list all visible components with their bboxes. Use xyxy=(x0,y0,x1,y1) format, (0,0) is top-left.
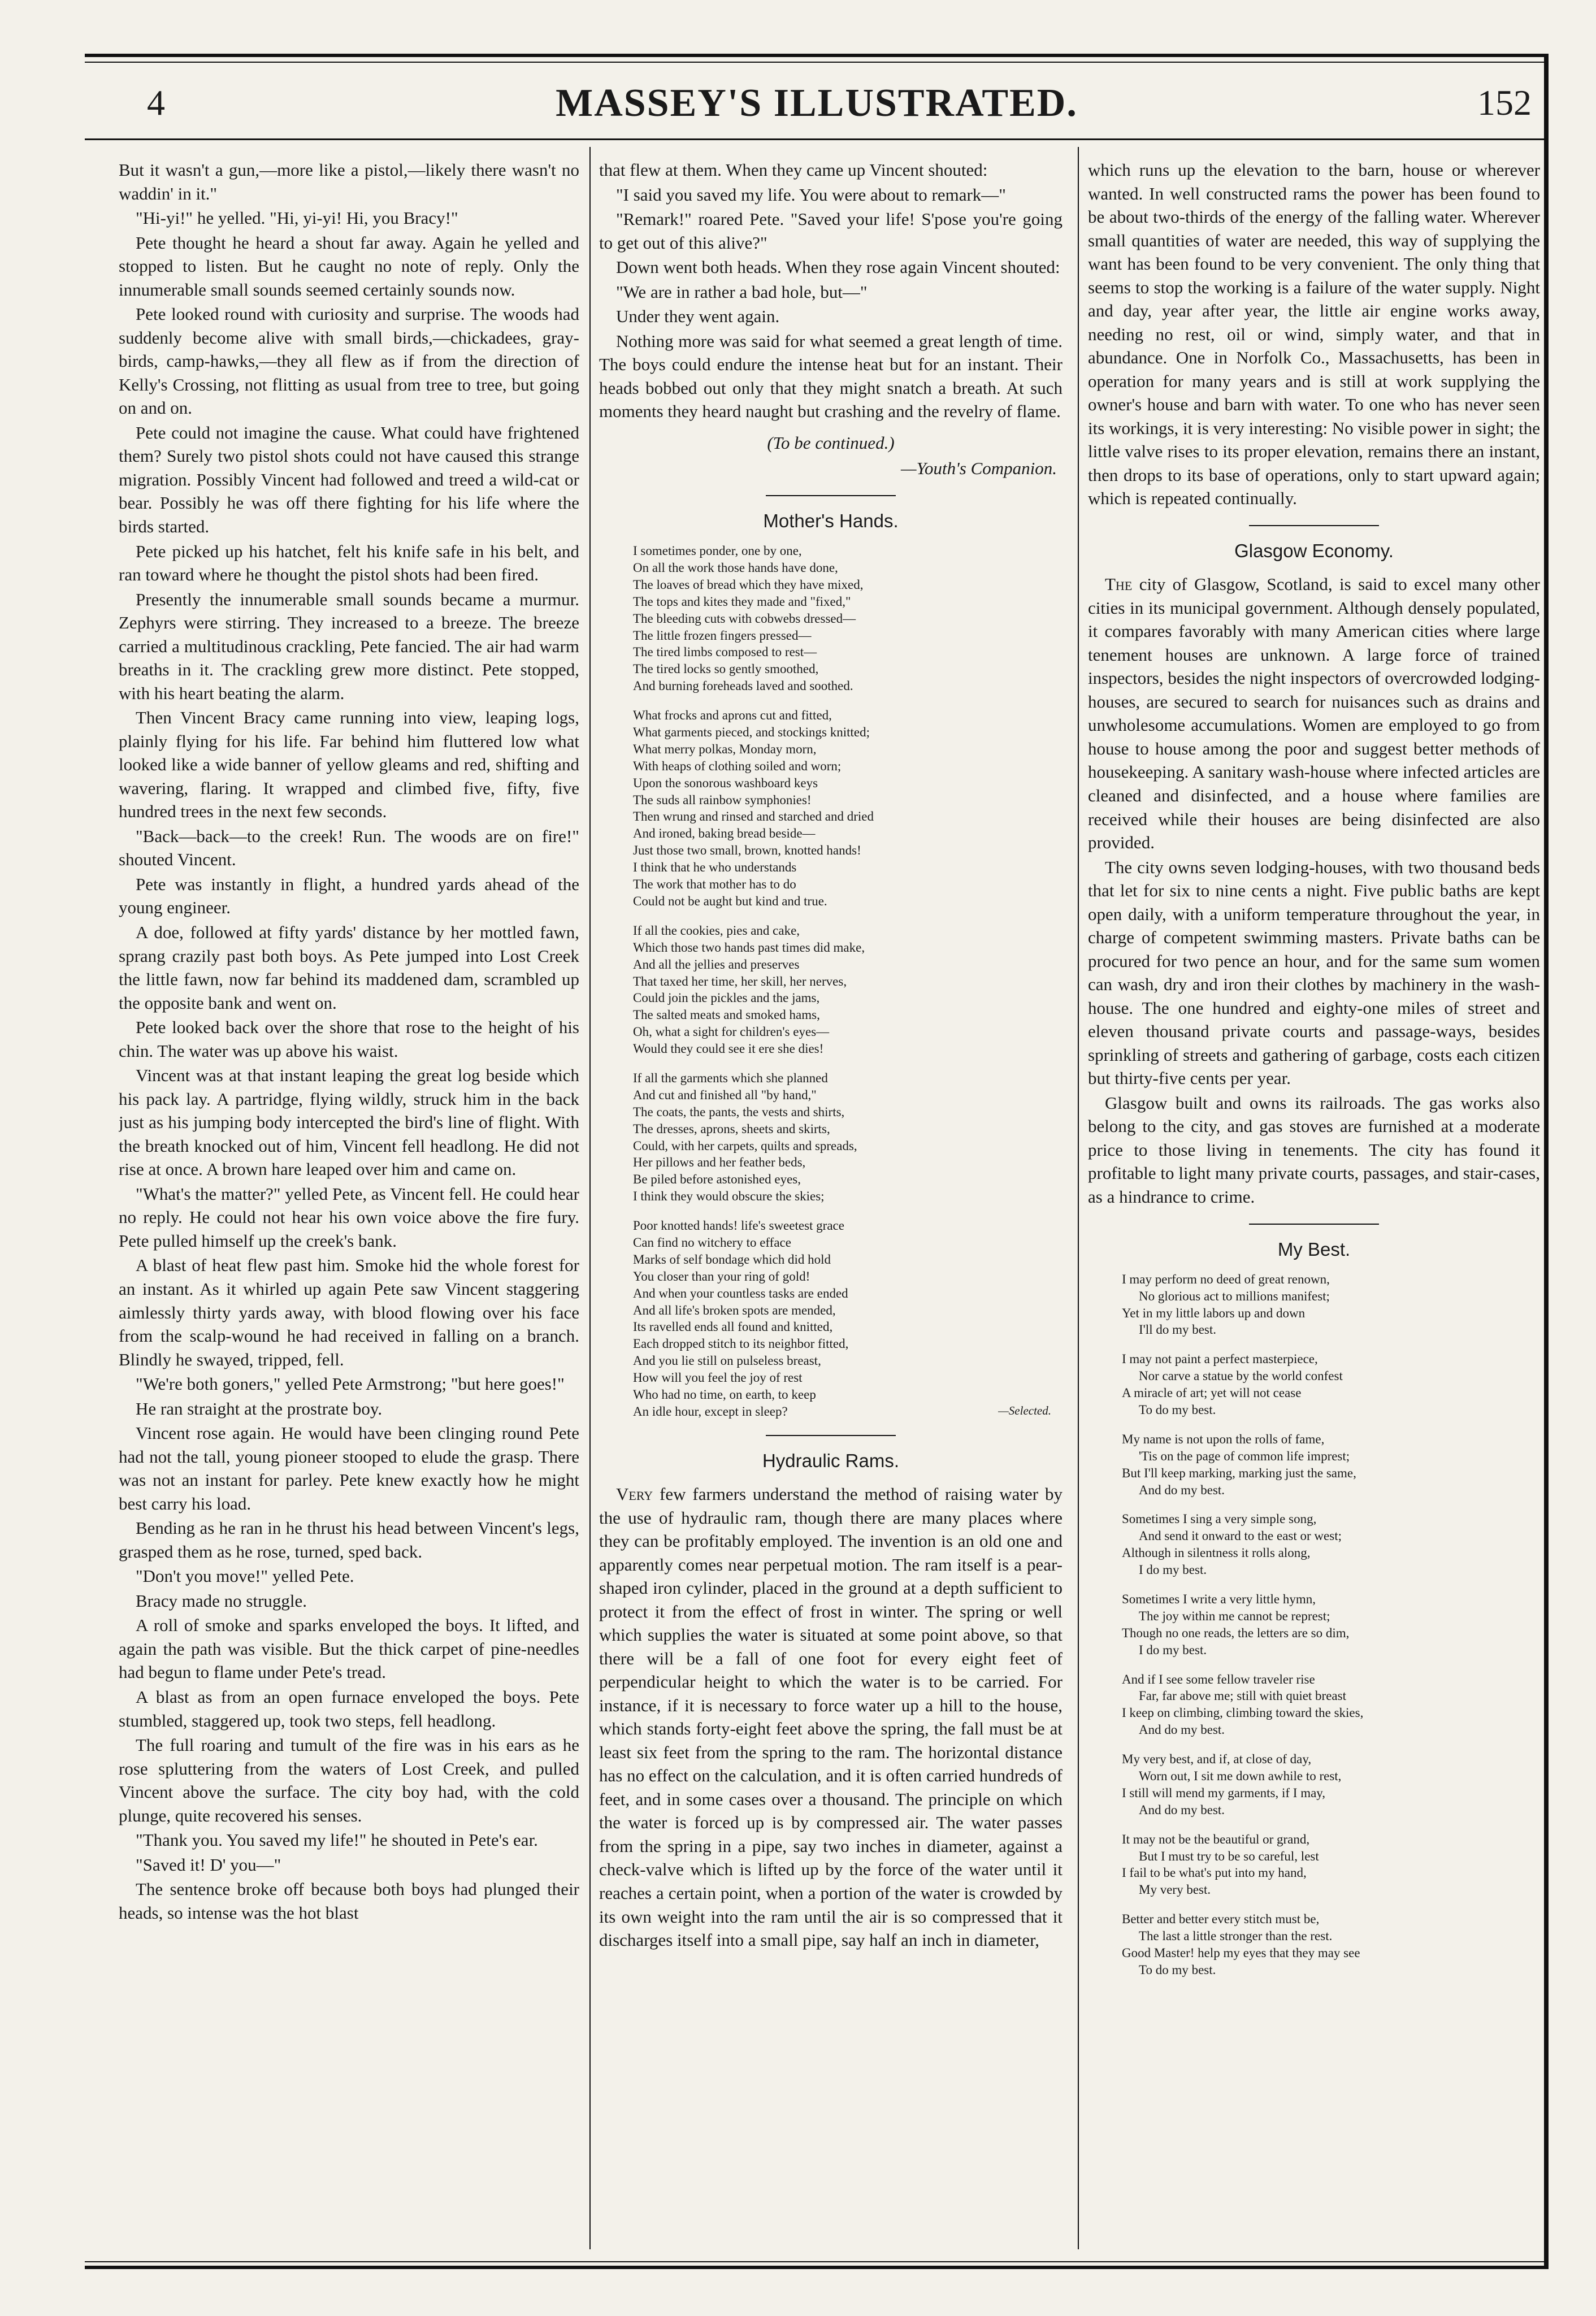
poem-line: I sometimes ponder, one by one, xyxy=(633,544,802,558)
poem-line: My very best, and if, at close of day, xyxy=(1122,1752,1312,1767)
glasgow-economy-title: Glasgow Economy. xyxy=(1234,540,1394,561)
poem-stanza xyxy=(633,1217,1062,1420)
story-paragraph: Pete picked up his hatchet, felt his knife safe in his belt, and ran toward where he thought the pistol shots had been fired. xyxy=(119,541,579,585)
story-text xyxy=(119,158,579,1924)
story-paragraph: "What's the matter?" yelled Pete, as Vincent fell. He could hear no reply. He could not hear his own voice above the fire fury. Pete pulled himself up the creek's bank. xyxy=(119,1183,579,1251)
issue-number: 152 xyxy=(1477,83,1532,123)
poem-line: Upon the sonorous washboard keys xyxy=(633,775,818,790)
column-divider xyxy=(1078,147,1079,2249)
story-paragraph: Bracy made no struggle. xyxy=(136,1590,307,1611)
poem-stanza xyxy=(1122,1351,1540,1419)
poem-line: And all life's broken spots are mended, xyxy=(633,1303,836,1317)
page-header xyxy=(85,76,1549,138)
poem-stanza xyxy=(1122,1271,1540,1339)
mothers-hands-poem xyxy=(633,543,1062,1420)
poem-line: The joy within me cannot be represt; xyxy=(1139,1608,1330,1623)
section-divider xyxy=(766,495,896,496)
poem-line: I do my best. xyxy=(1139,1642,1207,1657)
poem-stanza xyxy=(1122,1671,1540,1739)
poem-stanza xyxy=(633,922,1062,1057)
story-paragraph: "Don't you move!" yelled Pete. xyxy=(136,1566,354,1586)
story-paragraph: that flew at them. When they came up Vincent shouted: xyxy=(599,160,988,180)
poem-line: Good Master! help my eyes that they may see xyxy=(1122,1946,1360,1961)
poem-line: What frocks and aprons cut and fitted, xyxy=(633,708,832,723)
poem-line: If all the garments which she planned xyxy=(633,1070,828,1085)
poem-stanza xyxy=(1122,1911,1540,1979)
poem-line: And ironed, baking bread beside— xyxy=(633,826,816,841)
poem-line: The little frozen fingers pressed— xyxy=(633,628,812,643)
section-divider xyxy=(1249,1224,1379,1225)
poem-line: Its ravelled ends all found and knitted, xyxy=(633,1320,833,1334)
story-paragraph: "We are in rather a bad hole, but—" xyxy=(616,281,868,302)
glasgow-paragraph: Glasgow built and owns its railroads. The gas works also belong to the city, and gas stoves are furnished at a moderate price to those living in tenements. The city has found it profitable to light many private courts, passages, and stair-cases, as a hindrance to crime. xyxy=(1088,1092,1540,1207)
poem-line: How will you feel the joy of rest xyxy=(633,1370,803,1385)
poem-line: You closer than your ring of gold! xyxy=(633,1269,810,1283)
poem-stanza xyxy=(1122,1751,1540,1819)
poem-line: And if I see some fellow traveler rise xyxy=(1122,1672,1315,1686)
story-paragraph: Under they went again. xyxy=(616,306,780,327)
poem-line: The coats, the pants, the vests and shirts, xyxy=(633,1104,845,1119)
poem-line: The work that mother has to do xyxy=(633,877,796,892)
poem-line: I may perform no deed of great renown, xyxy=(1122,1272,1330,1286)
my-best-poem xyxy=(1122,1271,1540,1979)
poem-stanza xyxy=(1122,1511,1540,1578)
poem-line: 'Tis on the page of common life imprest; xyxy=(1139,1448,1350,1463)
story-paragraph: Pete was instantly in flight, a hundred yards ahead of the young engineer. xyxy=(119,874,579,918)
poem-line: My very best. xyxy=(1139,1883,1211,1897)
drop-word: The xyxy=(1105,574,1133,595)
column-3 xyxy=(1088,158,1540,2244)
poem-line: Could join the pickles and the jams, xyxy=(633,991,820,1005)
poem-stanza xyxy=(633,543,1062,695)
my-best-title: My Best. xyxy=(1277,1238,1351,1260)
poem-line: Far, far above me; still with quiet breast xyxy=(1139,1689,1346,1703)
poem-line: Then wrung and rinsed and starched and dried xyxy=(633,809,874,824)
poem-line: To do my best. xyxy=(1139,1402,1216,1417)
poem-stanza xyxy=(1122,1591,1540,1659)
poem-line: No glorious act to millions manifest; xyxy=(1139,1289,1330,1303)
story-paragraph: Then Vincent Bracy came running into view, leaping logs, plainly flying for his life. Far behind him fluttered low what looked like a wide banner of yellow gleams and red, shifting and wavering, flaring. It wrapped and climbed five, fifty, five hundred trees in the next few seconds. xyxy=(119,708,579,822)
poem-line: I fail to be what's put into my hand, xyxy=(1122,1866,1307,1880)
column-1 xyxy=(119,158,579,2244)
poem-line: The tired locks so gently smoothed, xyxy=(633,662,819,676)
story-paragraph: "Thank you. You saved my life!" he shouted in Pete's ear. xyxy=(136,1830,538,1850)
poem-line: Sometimes I write a very little hymn, xyxy=(1122,1592,1316,1606)
glasgow-paragraph: The city owns seven lodging-houses, with two thousand beds that let for six to nine cents a night. Five public baths are kept open daily, with a uniform temperature throughout the year, in charge of competent swimming masters. Private baths can be procured for two pence an hour, and for the same sum women can wash, dry and iron their clothes by machinery in the wash-house. The one hundred and eighty-one miles of street and eleven thousand private courts and passage-ways, besides sprinkling of streets and gathering of garbage, costs each citizen but thirty-five cents per year. xyxy=(1088,857,1540,1088)
hydraulic-paragraph-continued: which runs up the elevation to the barn, house or wherever wanted. In well constructed rams the power has been found to be about two-thirds of the energy of the falling water. Wherever small quantities of water are needed, this way of supplying the want has been found to be very convenient. The only thing that seems to stop the working is a failure of the water supply. Night and day, year after year, the little air engine works away, needing no rest, oil or wind, simply water, and that in abundance. One in Norfolk Co., Massachusetts, has been in operation for many years and is still at work supplying the owner's house and barn with water. To one who has never seen its workings, it is very interesting: No visible power in sight; the little valve rises to its proper elevation, remains there an instant, then drops to its base of operations, only to start upward again; which is repeated continually. xyxy=(1088,160,1540,509)
story-paragraph: A blast of heat flew past him. Smoke hid the whole forest for an instant. As it whirled up again Pete saw Vincent staggering aimlessly thirty yards away, with blood flowing over his face from the scalp-wound he had received in falling on a branch. Blindly he swayed, tripped, fell. xyxy=(119,1255,579,1369)
story-paragraph: "Remark!" roared Pete. "Saved your life! S'pose you're going to get out of this alive?" xyxy=(599,209,1062,253)
column-divider xyxy=(589,147,591,2249)
poem-line: The bleeding cuts with cobwebs dressed— xyxy=(633,611,856,626)
story-paragraph: Pete thought he heard a shout far away. Again he yelled and stopped to listen. But he caught no note of reply. Only the innumerable small sounds seemed certainly sounds now. xyxy=(119,232,579,300)
story-paragraph: A doe, followed at fifty yards' distance by her mottled fawn, sprang crazily past both boys. As Pete jumped into Lost Creek the little fawn, now far behind its maddened dam, scrambled up the opposite bank and went on. xyxy=(119,922,579,1013)
story-paragraph: A roll of smoke and sparks enveloped the boys. It lifted, and again the path was visible. But the thick carpet of pine-needles had begun to flame under Pete's tread. xyxy=(119,1615,579,1682)
poem-credit: —Selected. xyxy=(998,1403,1051,1417)
story-paragraph: But it wasn't a gun,—more like a pistol,—likely there wasn't no waddin' in it." xyxy=(119,160,579,203)
poem-line: Marks of self bondage which did hold xyxy=(633,1252,831,1267)
poem-line: I keep on climbing, climbing toward the skies, xyxy=(1122,1706,1364,1720)
story-text-continued xyxy=(599,158,1062,423)
right-border xyxy=(1544,54,1549,2269)
poem-line: Although in silentness it rolls along, xyxy=(1122,1546,1311,1560)
poem-stanza xyxy=(1122,1831,1540,1899)
poem-line: Poor knotted hands! life's sweetest grace xyxy=(633,1218,844,1233)
story-paragraph: The full roaring and tumult of the fire was in his ears as he rose spluttering from the waters of Lost Creek, and pulled Vincent above the surface. The city boy had, with the cold plunge, quite recovered his senses. xyxy=(119,1735,579,1825)
story-paragraph: Pete looked back over the shore that rose to the height of his chin. The water was up above his waist. xyxy=(119,1017,579,1061)
story-paragraph: "I said you saved my life. You were about to remark—" xyxy=(616,184,1006,205)
hydraulic-paragraph: Very few farmers understand the method of raising water by the use of hydraulic ram, though there are many places where they can be profitably employed. The invention is an old one and apparently comes near perpetual motion. The ram itself is a pear-shaped iron cylinder, placed in the ground at a depth sufficient to protect it from the effect of frost in winter. The spring or well which supplies the water is situated at some point above, so that there will be a fall of one foot for every eight feet of perpendicular height to which the water is to be carried. For instance, if it is necessary to force water up a hill to the house, which stands forty-eight feet above the spring, the fall must be at least six feet from the spring to the ram. The horizontal distance has no effect on the calculation, and it is often carried hundreds of feet, and in some cases over a thousand. The principle on which the water is forced up is by compressed air. The water passes from the spring in a pipe, say two inches in diameter, against a check-valve which is lifted up by the force of the water until it reaches a certain point, when a portion of the water is crowded by its own weight into the ram until the air is so compressed that it discharges itself into a small pipe, say half an inch in diameter, xyxy=(599,1484,1062,1950)
story-paragraph: "Saved it! D' you—" xyxy=(136,1854,281,1875)
poem-line: And do my best. xyxy=(1139,1482,1225,1497)
story-paragraph: "Back—back—to the creek! Run. The woods are on fire!" shouted Vincent. xyxy=(119,826,579,870)
poem-line: Worn out, I sit me down awhile to rest, xyxy=(1139,1769,1342,1784)
poem-line: Can find no witchery to efface xyxy=(633,1235,791,1250)
poem-line: Which those two hands past times did make, xyxy=(633,940,865,955)
poem-line: To do my best. xyxy=(1139,1962,1216,1977)
newspaper-page xyxy=(85,54,1549,2269)
story-paragraph: Bending as he ran in he thrust his head between Vincent's legs, grasped them as he rose, turned, sped back. xyxy=(119,1518,579,1562)
drop-word: Very xyxy=(616,1484,653,1504)
poem-line: A miracle of art; yet will not cease xyxy=(1122,1386,1302,1400)
poem-stanza xyxy=(633,707,1062,910)
poem-line: And all the jellies and preserves xyxy=(633,957,800,971)
poem-line: But I must try to be so careful, lest xyxy=(1139,1849,1319,1863)
story-paragraph: "Hi-yi!" he yelled. "Hi, yi-yi! Hi, you Bracy!" xyxy=(136,208,458,228)
story-paragraph: Vincent rose again. He would have been clinging round Pete had not the tall, young pioneer stooped to elude the grasp. There was not an instant for parley. Pete knew exactly how he might best carry his load. xyxy=(119,1423,579,1513)
poem-line: And do my best. xyxy=(1139,1802,1225,1817)
poem-line: I may not paint a perfect masterpiece, xyxy=(1122,1352,1318,1367)
poem-line: But I'll keep marking, marking just the same, xyxy=(1122,1465,1356,1480)
poem-line: Though no one reads, the letters are so dim, xyxy=(1122,1625,1350,1640)
poem-line: Each dropped stitch to its neighbor fitted, xyxy=(633,1337,849,1351)
poem-line: Just those two small, brown, knotted hands! xyxy=(633,843,861,858)
poem-line: Her pillows and her feather beds, xyxy=(633,1155,806,1170)
poem-line: I'll do my best. xyxy=(1139,1322,1217,1337)
poem-line: Be piled before astonished eyes, xyxy=(633,1172,801,1187)
story-paragraph: "We're both goners," yelled Pete Armstrong; "but here goes!" xyxy=(136,1374,565,1394)
poem-line: Who had no time, on earth, to keep xyxy=(633,1387,816,1402)
poem-line: And cut and finished all "by hand," xyxy=(633,1087,817,1102)
story-paragraph: A blast as from an open furnace enveloped the boys. Pete stumbled, staggered up, took two steps, fell headlong. xyxy=(119,1687,579,1731)
poem-line: It may not be the beautiful or grand, xyxy=(1122,1832,1310,1846)
poem-line: With heaps of clothing soiled and worn; xyxy=(633,758,842,773)
story-paragraph: The sentence broke off because both boys had plunged their heads, so intense was the hot blast xyxy=(119,1879,579,1923)
poem-line: Better and better every stitch must be, xyxy=(1122,1912,1320,1927)
poem-stanza xyxy=(1122,1431,1540,1499)
story-paragraph: Pete could not imagine the cause. What could have frightened them? Surely two pistol shots could not have caused this strange migration. Possibly Vincent had followed and treed a wild-cat or bear. Possibly he was off there fighting for his life where the birds started. xyxy=(119,422,579,536)
poem-line: Would they could see it ere she dies! xyxy=(633,1042,824,1056)
poem-line: I still will mend my garments, if I may, xyxy=(1122,1785,1326,1800)
poem-line: The tired limbs composed to rest— xyxy=(633,645,817,660)
mothers-hands-title: Mother's Hands. xyxy=(763,510,899,531)
hydraulic-rams-title: Hydraulic Rams. xyxy=(762,1450,900,1471)
poem-line: The last a little stronger than the rest. xyxy=(1139,1929,1333,1944)
glasgow-paragraph: The city of Glasgow, Scotland, is said to excel many other cities in its municipal government. Although densely populated, it compares favorably with many American cities where large tenement houses are unknown. A large force of trained inspectors, besides the night inspectors of overcrowded lodging-houses, are secured to search for nuisances such as drains and unwholesome accumulations. Women are employed to go from house to house among the poor and suggest better methods of housekeeping. A sanitary wash-house where infected articles are cleaned and disinfected, and a house where families are received while their houses are being disinfected are also provided. xyxy=(1088,574,1540,853)
poem-line: Could, with her carpets, quilts and spreads, xyxy=(633,1138,857,1153)
poem-line: Nor carve a statue by the world confest xyxy=(1139,1369,1343,1383)
poem-line: That taxed her time, her skill, her nerves, xyxy=(633,974,847,988)
section-divider xyxy=(1249,525,1379,526)
story-paragraph: Vincent was at that instant leaping the great log beside which his pack lay. A partridge, flying wildly, struck him in the back just as his jumping body intercepted the bird's line of flight. With the breath knocked out of him, Vincent fell headlong. He did not rise at once. A brown hare leaped over him and came on. xyxy=(119,1065,579,1179)
poem-line: And send it onward to the east or west; xyxy=(1139,1529,1342,1543)
poem-line: I think they would obscure the skies; xyxy=(633,1189,825,1204)
story-paragraph: Presently the innumerable small sounds became a murmur. Zephyrs were stirring. They increased to a breeze. The breeze carried a multitudinous crackling, Pete fancied. The air had warm breaths in it. The crackling grew more distinct. Pete stopped, with his heart beating the alarm. xyxy=(119,589,579,703)
poem-line: The loaves of bread which they have mixed, xyxy=(633,577,864,592)
poem-line: The salted meats and smoked hams, xyxy=(633,1008,820,1022)
story-paragraph: Down went both heads. When they rose again Vincent shouted: xyxy=(616,257,1060,277)
poem-line: On all the work those hands have done, xyxy=(633,561,838,575)
poem-line: Oh, what a sight for children's eyes— xyxy=(633,1025,830,1039)
story-paragraph: Pete looked round with curiosity and surprise. The woods had suddenly become alive with small birds,—chickadees, gray-birds, camp-hawks,—they all flew as if from the direction of Kelly's Crossing, not flitting as usual from tree to tree, but going on and on. xyxy=(119,304,579,418)
poem-line: Sometimes I sing a very simple song, xyxy=(1122,1512,1317,1526)
story-paragraph: He ran straight at the prostrate boy. xyxy=(136,1398,383,1419)
page-number: 4 xyxy=(147,83,165,123)
story-credit: —Youth's Companion. xyxy=(901,458,1057,479)
poem-line: I think that he who understands xyxy=(633,860,797,875)
header-rule xyxy=(85,138,1549,140)
poem-stanza xyxy=(633,1070,1062,1205)
poem-line: Could not be aught but kind and true. xyxy=(633,894,827,908)
masthead-title: MASSEY'S ILLUSTRATED. xyxy=(556,81,1078,125)
poem-line: The dresses, aprons, sheets and skirts, xyxy=(633,1121,830,1136)
poem-line: Yet in my little labors up and down xyxy=(1122,1306,1306,1320)
poem-line: What merry polkas, Monday morn, xyxy=(633,741,817,756)
poem-line: The tops and kites they made and "fixed," xyxy=(633,594,851,609)
poem-line: And burning foreheads laved and soothed. xyxy=(633,679,853,693)
poem-line: And when your countless tasks are ended xyxy=(633,1286,848,1300)
bottom-border-thin xyxy=(85,2261,1549,2262)
top-border-thin xyxy=(85,62,1549,63)
story-paragraph: Nothing more was said for what seemed a great length of time. The boys could endure the intense heat but for an instant. Their heads bobbed out only that they might snatch a breath. At such moments they heard naught but crashing and the revelry of flame. xyxy=(599,331,1062,422)
section-divider xyxy=(766,1435,896,1436)
poem-line: And you lie still on pulseless breast, xyxy=(633,1354,821,1368)
poem-line: What garments pieced, and stockings knitted; xyxy=(633,725,870,740)
column-2 xyxy=(599,158,1062,2244)
poem-line: And do my best. xyxy=(1139,1723,1225,1737)
bottom-border xyxy=(85,2266,1549,2269)
poem-line: If all the cookies, pies and cake, xyxy=(633,923,800,938)
to-be-continued: (To be continued.) xyxy=(767,432,895,453)
poem-line: My name is not upon the rolls of fame, xyxy=(1122,1432,1325,1446)
top-border xyxy=(85,54,1549,57)
poem-line: I do my best. xyxy=(1139,1563,1207,1577)
poem-line: An idle hour, except in sleep? —Selected. xyxy=(633,1403,1051,1419)
poem-line: The suds all rainbow symphonies! xyxy=(633,792,812,807)
